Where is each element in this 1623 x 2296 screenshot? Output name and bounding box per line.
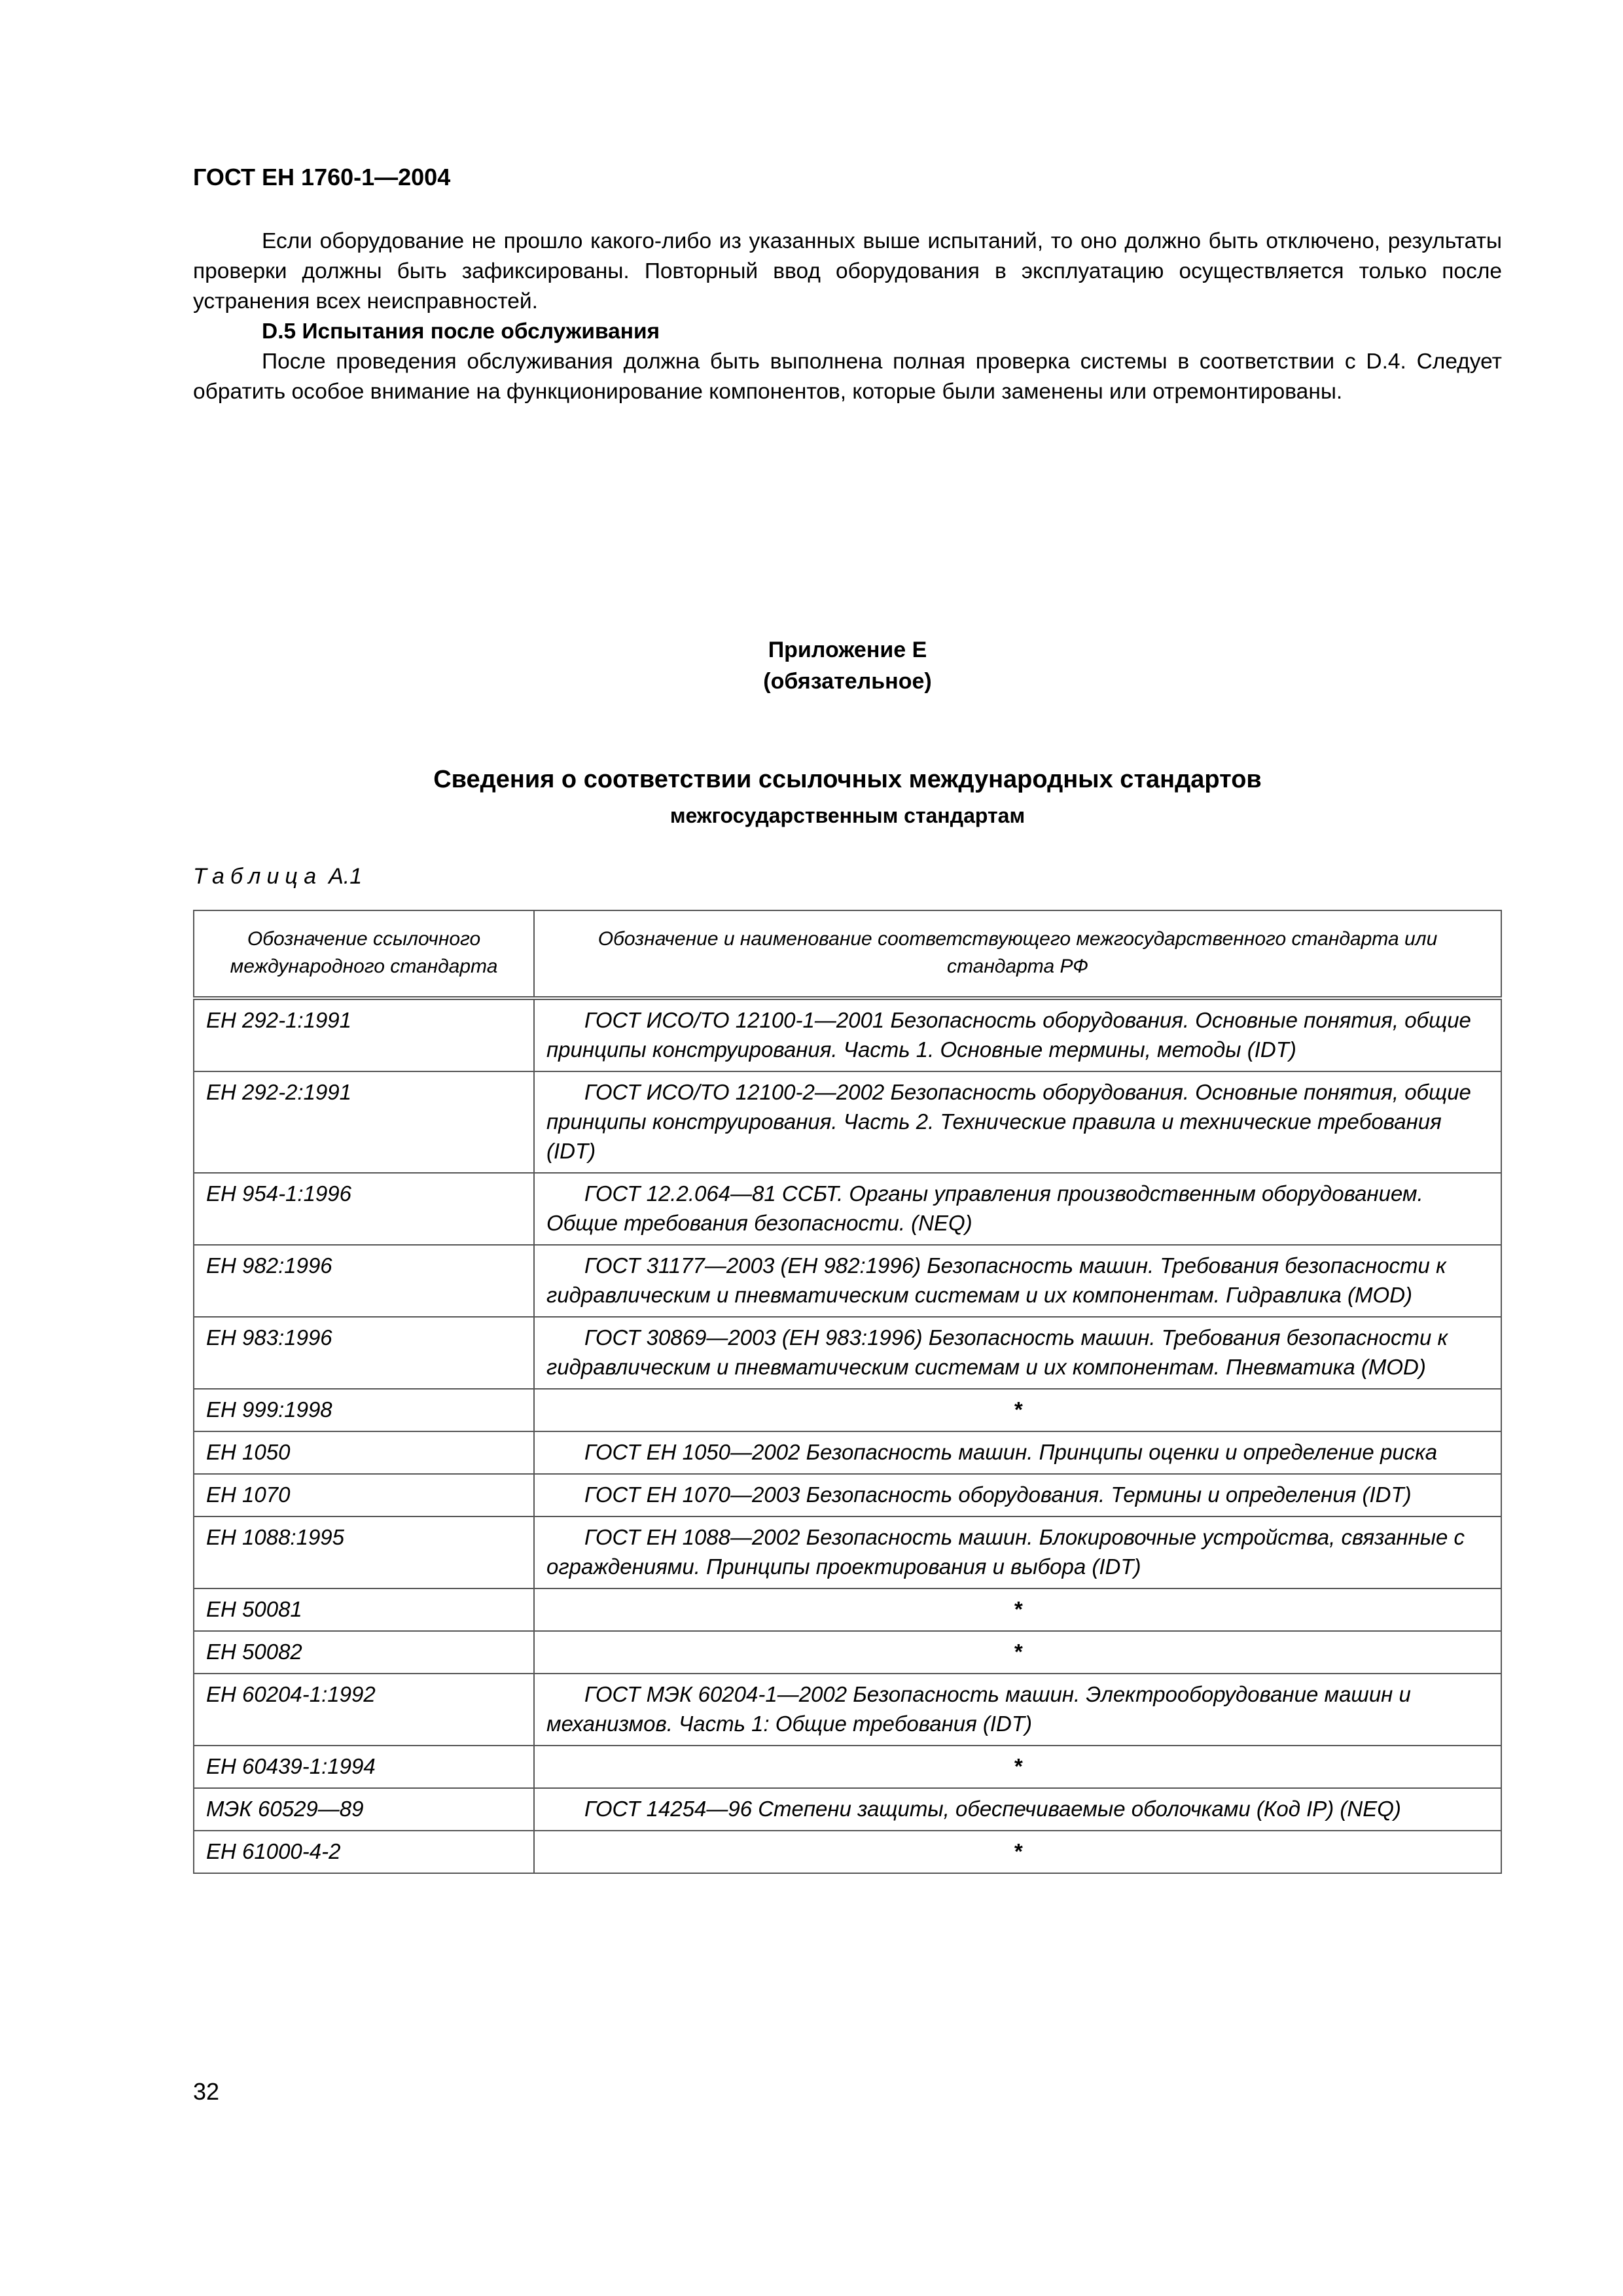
national-standard-text: ГОСТ 31177—2003 (ЕН 982:1996) Безопасность машин. Требования безопасности к гидравлическим и пневматическим системам и их компонентам. Гидравлика (MOD): [546, 1253, 1446, 1307]
ref-standard-cell: ЕН 999:1998: [194, 1389, 534, 1431]
ref-standard-cell: ЕН 1088:1995: [194, 1516, 534, 1588]
table-row: [194, 1674, 1501, 1746]
national-standard-text: ГОСТ МЭК 60204-1—2002 Безопасность машин. Электрооборудование машин и механизмов. Часть 1: Общие требования (IDT): [546, 1682, 1411, 1736]
national-standard-cell: [534, 1317, 1501, 1389]
ref-standard-cell: ЕН 982:1996: [194, 1245, 534, 1317]
ref-standard-cell: ЕН 61000-4-2: [194, 1831, 534, 1873]
national-standard-cell: [534, 1516, 1501, 1588]
annex-status: (обязательное): [763, 669, 932, 694]
national-standard-text: ГОСТ 14254—96 Степени защиты, обеспечиваемые оболочками (Код IP) (NEQ): [584, 1797, 1401, 1821]
table-row: [194, 1173, 1501, 1245]
annex-sub-title: межгосударственным стандартам: [669, 804, 1026, 827]
national-standard-cell: *: [534, 1588, 1501, 1631]
document-code: ГОСТ ЕН 1760-1—2004: [193, 164, 451, 190]
ref-standard-cell: ЕН 50081: [194, 1588, 534, 1631]
national-standard-cell: *: [534, 1389, 1501, 1431]
reference-table: [193, 910, 1502, 1874]
national-standard-cell: *: [534, 1631, 1501, 1674]
national-standard-cell: [534, 1173, 1501, 1245]
header-national-standard: Обозначение и наименование соответствующего межгосударственного стандарта или стандарта РФ: [534, 910, 1501, 998]
ref-standard-cell: ЕН 292-2:1991: [194, 1071, 534, 1173]
table-row: [194, 998, 1501, 1071]
national-standard-text: ГОСТ 12.2.064—81 ССБТ. Органы управления производственным оборудованием. Общие требования безопасности. (NEQ): [546, 1181, 1423, 1235]
table-caption-number: А.1: [329, 864, 363, 889]
national-standard-text: ГОСТ ЕН 1050—2002 Безопасность машин. Принципы оценки и определение риска: [584, 1440, 1438, 1464]
table-row: [194, 1431, 1501, 1474]
ref-standard-cell: ЕН 50082: [194, 1631, 534, 1674]
table-row: [194, 1588, 1501, 1631]
section-heading: D.5 Испытания после обслуживания: [262, 319, 660, 344]
national-standard-cell: [534, 1245, 1501, 1317]
body-text: [193, 226, 1502, 407]
table-row: [194, 1788, 1501, 1831]
national-standard-cell: *: [534, 1746, 1501, 1788]
table-body: [194, 998, 1501, 1873]
national-standard-text: ГОСТ ИСО/ТО 12100-2—2002 Безопасность оборудования. Основные понятия, общие принципы конструирования. Часть 2. Технические правила и технические требования (IDT): [546, 1080, 1471, 1163]
ref-standard-cell: МЭК 60529—89: [194, 1788, 534, 1831]
table-row: [194, 1631, 1501, 1674]
table-row: [194, 1389, 1501, 1431]
table-row: [194, 1245, 1501, 1317]
national-standard-cell: [534, 1474, 1501, 1516]
paragraph: После проведения обслуживания должна быть выполнена полная проверка системы в соответствии с D.4. Следует обратить особое внимание на функционирование компонентов, которые были заменены или отремонтированы.: [193, 350, 1502, 404]
table-row: [194, 1746, 1501, 1788]
ref-standard-cell: ЕН 983:1996: [194, 1317, 534, 1389]
ref-standard-cell: ЕН 292-1:1991: [194, 998, 534, 1071]
table-row: [194, 1516, 1501, 1588]
national-standard-cell: [534, 1431, 1501, 1474]
national-standard-text: ГОСТ ИСО/ТО 12100-1—2001 Безопасность оборудования. Основные понятия, общие принципы конструирования. Часть 1. Основные термины, методы (IDT): [546, 1008, 1471, 1062]
ref-standard-cell: ЕН 1050: [194, 1431, 534, 1474]
table-row: [194, 1831, 1501, 1873]
table-header-row: [194, 910, 1501, 998]
table-row: [194, 1317, 1501, 1389]
national-standard-text: ГОСТ ЕН 1088—2002 Безопасность машин. Блокировочные устройства, связанные с ограждениями. Принципы проектирования и выбора (IDT): [546, 1525, 1465, 1579]
national-standard-cell: *: [534, 1831, 1501, 1873]
national-standard-text: ГОСТ 30869—2003 (ЕН 983:1996) Безопасность машин. Требования безопасности к гидравлическим и пневматическим системам и их компонентам. Пневматика (MOD): [546, 1325, 1448, 1379]
table-caption: [193, 864, 362, 889]
ref-standard-cell: ЕН 1070: [194, 1474, 534, 1516]
paragraph: Если оборудование не прошло какого-либо из указанных выше испытаний, то оно должно быть отключено, результаты проверки должны быть зафиксированы. Повторный ввод оборудования в эксплуатацию осуществляется только после устранения всех неисправностей.: [193, 229, 1502, 314]
header-ref-standard: Обозначение ссылочного международного стандарта: [194, 910, 534, 998]
ref-standard-cell: ЕН 954-1:1996: [194, 1173, 534, 1245]
table-row: [194, 1474, 1501, 1516]
table-caption-label: Таблица: [193, 864, 323, 889]
national-standard-cell: [534, 998, 1501, 1071]
table-row: [194, 1071, 1501, 1173]
ref-standard-cell: ЕН 60439-1:1994: [194, 1746, 534, 1788]
ref-standard-cell: ЕН 60204-1:1992: [194, 1674, 534, 1746]
annex-main-title: Сведения о соответствии ссылочных международных стандартов: [433, 766, 1262, 793]
national-standard-cell: [534, 1674, 1501, 1746]
page-number: 32: [193, 2078, 220, 2105]
national-standard-text: ГОСТ ЕН 1070—2003 Безопасность оборудования. Термины и определения (IDT): [584, 1482, 1412, 1507]
national-standard-cell: [534, 1071, 1501, 1173]
annex-title: Приложение Е: [768, 637, 927, 662]
national-standard-cell: [534, 1788, 1501, 1831]
